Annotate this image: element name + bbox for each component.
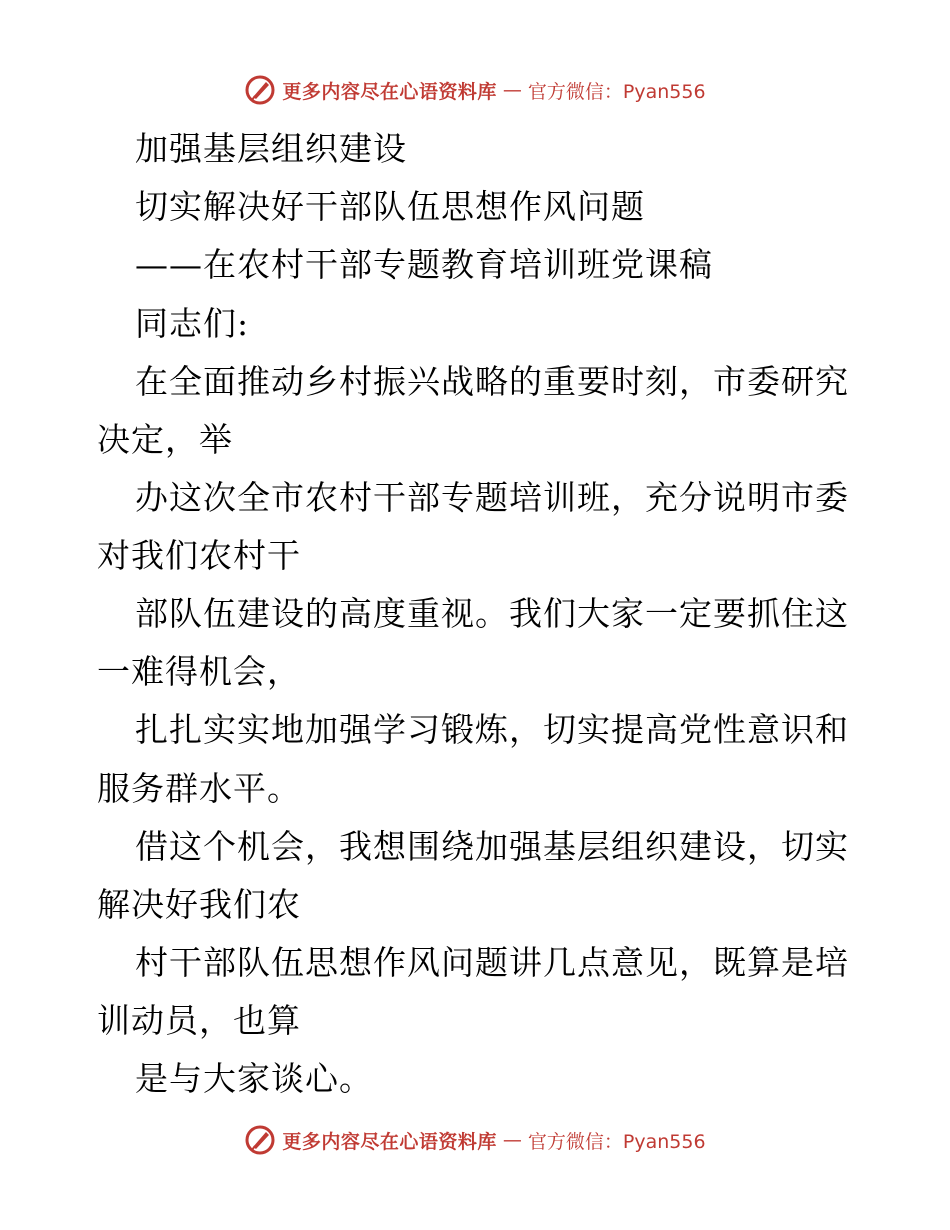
paragraph-line: 解决好我们农 [97,885,301,924]
doc-title-line-2: 切实解决好干部队伍思想作风问题 [135,187,645,226]
quill-seal-icon [244,1124,276,1156]
doc-salutation: 同志们: [135,304,250,343]
watermark-wechat: 官方微信：Pyan556 [527,80,706,103]
quill-seal-icon [244,74,276,106]
watermark-dash: — [502,1129,522,1151]
watermark-dash: — [502,79,522,101]
paragraph-line: 办这次全市农村干部专题培训班，充分说明市委 [135,478,849,517]
paragraph-line: 对我们农村干 [97,536,301,575]
footer-watermark [0,1120,950,1160]
paragraph-line: 决定，举 [97,420,233,459]
watermark-text: 更多内容尽在心语资料库 [282,1130,497,1153]
paragraph-line: 扎扎实实地加强学习锻炼，切实提高党性意识和 [135,710,849,749]
paragraph-line: 部队伍建设的高度重视。我们大家一定要抓住这 [135,594,849,633]
doc-title-line-1: 加强基层组织建设 [135,129,407,168]
paragraph-line: 在全面推动乡村振兴战略的重要时刻，市委研究 [135,362,849,401]
watermark-text: 更多内容尽在心语资料库 [282,80,497,103]
paragraph-line: 是与大家谈心。 [135,1059,373,1098]
paragraph-line: 服务群水平。 [97,769,301,808]
paragraph-line: 训动员，也算 [97,1001,301,1040]
doc-subtitle: ——在农村干部专题教育培训班党课稿 [135,245,713,284]
header-watermark [0,70,950,110]
paragraph-line: 村干部队伍思想作风问题讲几点意见，既算是培 [135,943,849,982]
paragraph-line: 一难得机会， [97,652,301,691]
watermark-wechat: 官方微信：Pyan556 [527,1130,706,1153]
paragraph-line: 借这个机会，我想围绕加强基层组织建设，切实 [135,827,849,866]
